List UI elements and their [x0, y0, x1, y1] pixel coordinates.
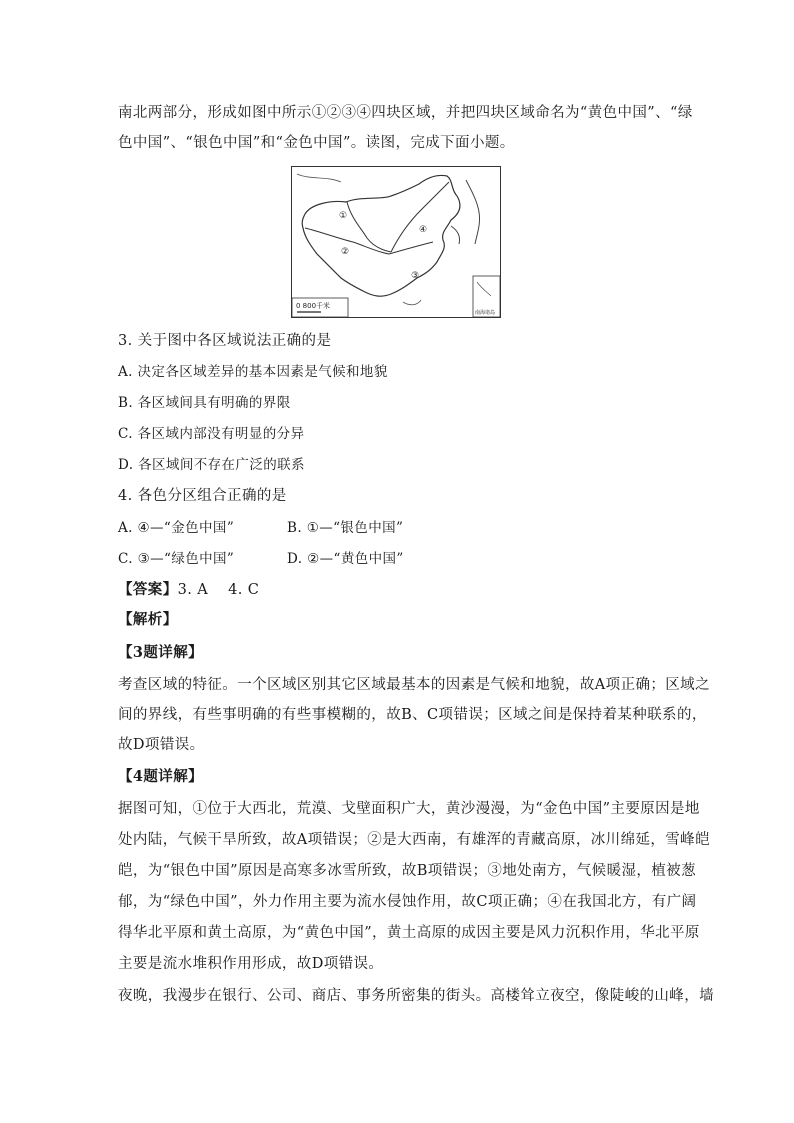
detail4-line-3: 皑，为“银色中国”原因是高寒多冰雪所致，故B项错误；③地处南方，气候暖湿，植被葱 — [118, 863, 696, 879]
detail4-line-5: 得华北平原和黄土高原，为“黄色中国”，黄土高原的成因主要是风力沉积作用，华北平原 — [118, 925, 700, 941]
q3-option-d: D. 各区域间不存在广泛的联系 — [118, 457, 305, 473]
china-region-map — [291, 166, 501, 318]
region-label-1: ① — [339, 211, 348, 221]
detail3-line-2: 间的界线，有些事明确的有些事模糊的，故B、C项错误；区域之间是保持着某种联系的， — [118, 707, 707, 723]
closing-line-1: 夜晚，我漫步在银行、公司、商店、事务所密集的街头。高楼耸立夜空，像陡峻的山峰，墙 — [118, 988, 714, 1004]
q3-option-c: C. 各区域内部没有明显的分异 — [118, 426, 305, 442]
detail4-label: 【4题详解】 — [118, 768, 203, 785]
inset-label: 南海诸岛 — [475, 310, 496, 316]
q4-option-c: C. ③—“绿色中国” — [118, 551, 235, 567]
answer-label: 【答案】 — [118, 581, 178, 598]
answer-text: 3. A 4. C — [177, 582, 260, 598]
region-label-3: ③ — [411, 271, 420, 281]
detail4-line-4: 郁，为“绿色中国”，外力作用主要为流水侵蚀作用，故C项正确；④在我国北方，有广阔 — [118, 894, 697, 910]
region-label-4: ④ — [419, 225, 428, 235]
answer-line — [118, 579, 259, 601]
intro-line-1: 南北两部分，形成如图中所示①②③④四块区域，并把四块区域命名为“黄色中国”、“绿 — [118, 105, 693, 121]
q4-stem: 4. 各色分区组合正确的是 — [118, 488, 287, 504]
q4-option-a: A. ④—“金色中国” — [118, 520, 235, 536]
detail3-label: 【3题详解】 — [118, 644, 203, 661]
analysis-label: 【解析】 — [118, 611, 178, 628]
detail4-line-6: 主要是流水堆积作用形成，故D项错误。 — [118, 956, 384, 972]
q3-option-b: B. 各区域间具有明确的界限 — [118, 395, 291, 411]
scale-text: 0 800千米 — [296, 302, 331, 310]
q4-option-d: D. ②—“黄色中国” — [287, 551, 404, 567]
detail3-line-3: 故D项错误。 — [118, 737, 205, 753]
q3-stem: 3. 关于图中各区域说法正确的是 — [118, 333, 332, 349]
detail4-line-2: 处内陆，气候干旱所致，故A项错误；②是大西南，有雄浑的青藏高原，冰川绵延，雪峰皑 — [118, 832, 710, 848]
detail3-line-1: 考查区域的特征。一个区域区别其它区域最基本的因素是气候和地貌，故A项正确；区域之 — [118, 677, 710, 693]
region-label-2: ② — [341, 247, 350, 257]
intro-line-2: 色中国”、“银色中国”和“金色中国”。读图，完成下面小题。 — [118, 135, 515, 151]
q3-option-a: A. 决定各区域差异的基本因素是气候和地貌 — [118, 364, 388, 380]
q4-option-b: B. ①—“银色中国” — [287, 520, 404, 536]
detail4-line-1: 据图可知，①位于大西北，荒漠、戈壁面积广大，黄沙漫漫，为“金色中国”主要原因是地 — [118, 801, 700, 817]
